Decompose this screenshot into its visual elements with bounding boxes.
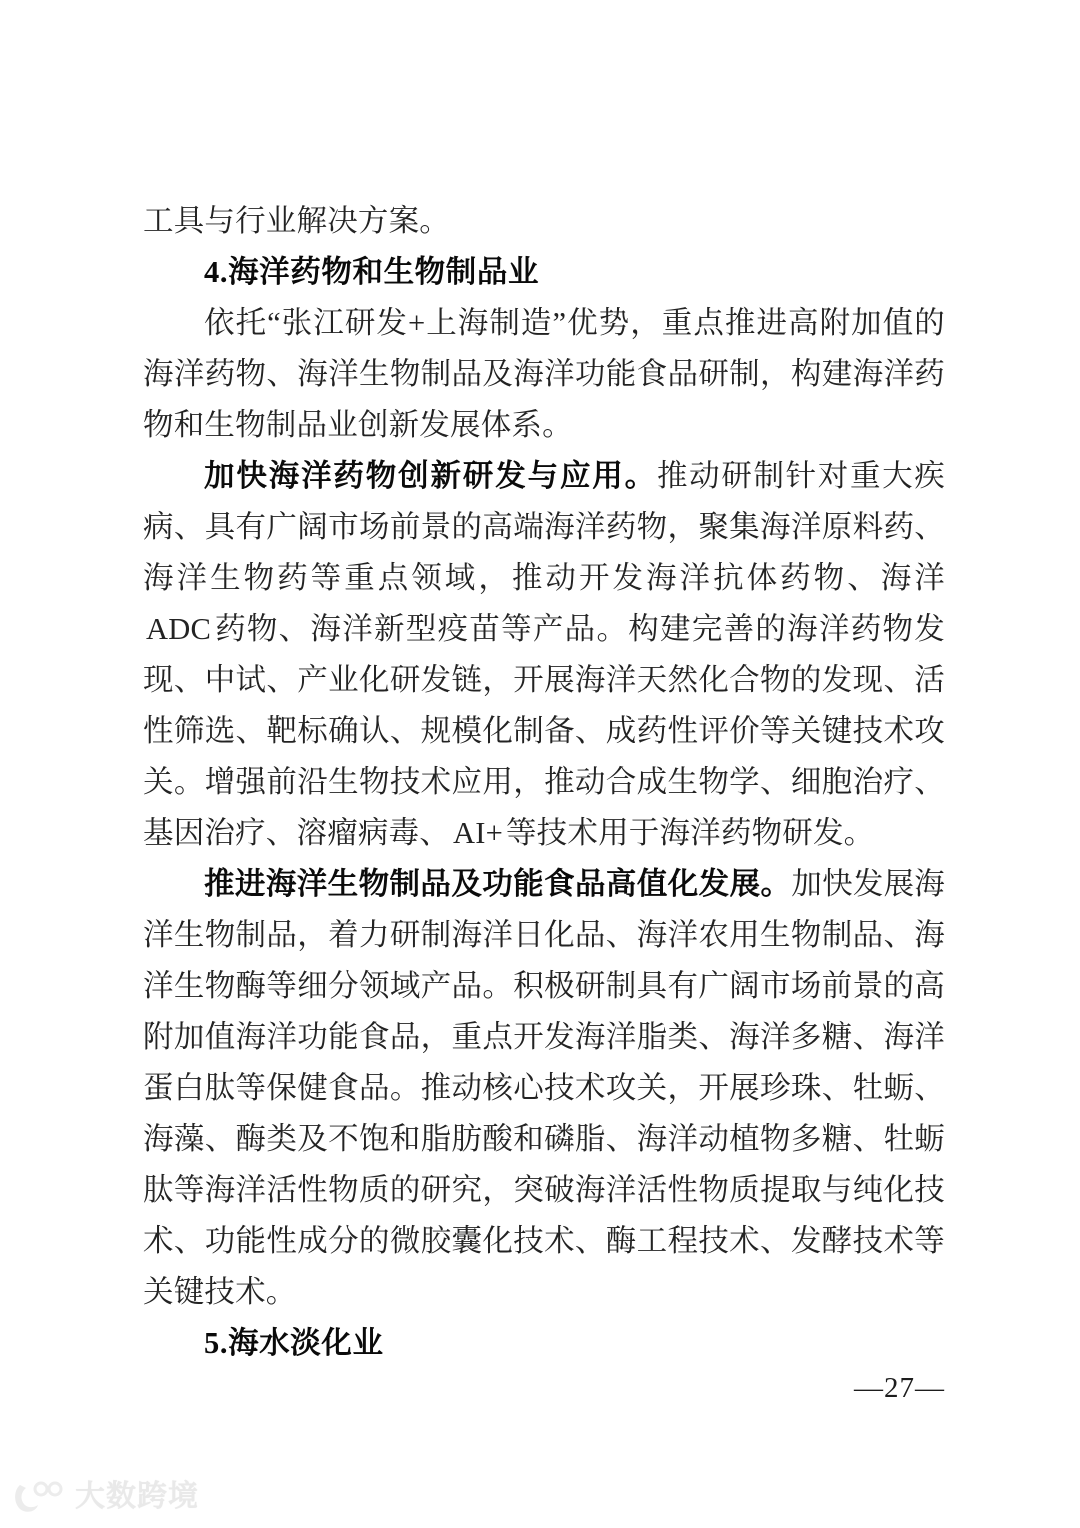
section-heading-5 bbox=[143, 1318, 945, 1369]
paragraph-4-3 bbox=[143, 859, 945, 1318]
section-heading-4 bbox=[143, 247, 945, 298]
page-content bbox=[143, 196, 945, 1369]
paragraph-4-3-lead: 推进海洋生物制品及功能食品高值化发展。 bbox=[204, 867, 792, 901]
paragraph-4-2 bbox=[143, 451, 945, 859]
watermark bbox=[10, 1479, 199, 1515]
page-number: —27— bbox=[854, 1372, 945, 1404]
latin-term-adc: ADC bbox=[146, 612, 211, 646]
paragraph-4-2-lead: 加快海洋药物创新研发与应用。 bbox=[204, 459, 658, 493]
section-number-4: 4. bbox=[204, 255, 229, 289]
section-title-5: 海水淡化业 bbox=[228, 1326, 384, 1360]
section-number-5: 5. bbox=[204, 1326, 229, 1360]
paragraph-4-1: 依托“张江研发+上海制造”优势，重点推进高附加值的海洋药物、海洋生物制品及海洋功能食品研制，构建海洋药物和生物制品业创新发展体系。 bbox=[143, 306, 945, 442]
watermark-logo-icon bbox=[10, 1479, 66, 1515]
paragraph-4-2-text-before: 推动研制针对重大疾病、具有广阔市场前景的高端海洋药物，聚集海洋原料药、海洋生物药等重点领域，推动开发海洋抗体药物、海洋 bbox=[143, 459, 945, 595]
paragraph-4-2-text-after: 等技术用于海洋药物研发。 bbox=[505, 816, 875, 850]
watermark-text: 大数跨境 bbox=[75, 1480, 199, 1513]
latin-term-ai-plus: AI+ bbox=[453, 816, 503, 850]
section-title-4: 海洋药物和生物制品业 bbox=[228, 255, 540, 289]
paragraph-4-2-text-middle: 药物、海洋新型疫苗等产品。构建完善的海洋药物发现、中试、产业化研发链，开展海洋天然化合物的发现、活性筛选、靶标确认、规模化制备、成药性评价等关键技术攻关。增强前沿生物技术应用，推动合成生物学、细胞治疗、基因治疗、溶瘤病毒、 bbox=[143, 612, 945, 850]
paragraph-4-3-text: 加快发展海洋生物制品，着力研制海洋日化品、海洋农用生物制品、海洋生物酶等细分领域产品。积极研制具有广阔市场前景的高附加值海洋功能食品，重点开发海洋脂类、海洋多糖、海洋蛋白肽等保健食品。推动核心技术攻关，开展珍珠、牡蛎、海藻、酶类及不饱和脂肪酸和磷脂、海洋动植物多糖、牡蛎肽等海洋活性物质的研究，突破海洋活性物质提取与纯化技术、功能性成分的微胶囊化技术、酶工程技术、发酵技术等关键技术。 bbox=[143, 867, 945, 1309]
continued-paragraph: 工具与行业解决方案。 bbox=[143, 204, 450, 238]
